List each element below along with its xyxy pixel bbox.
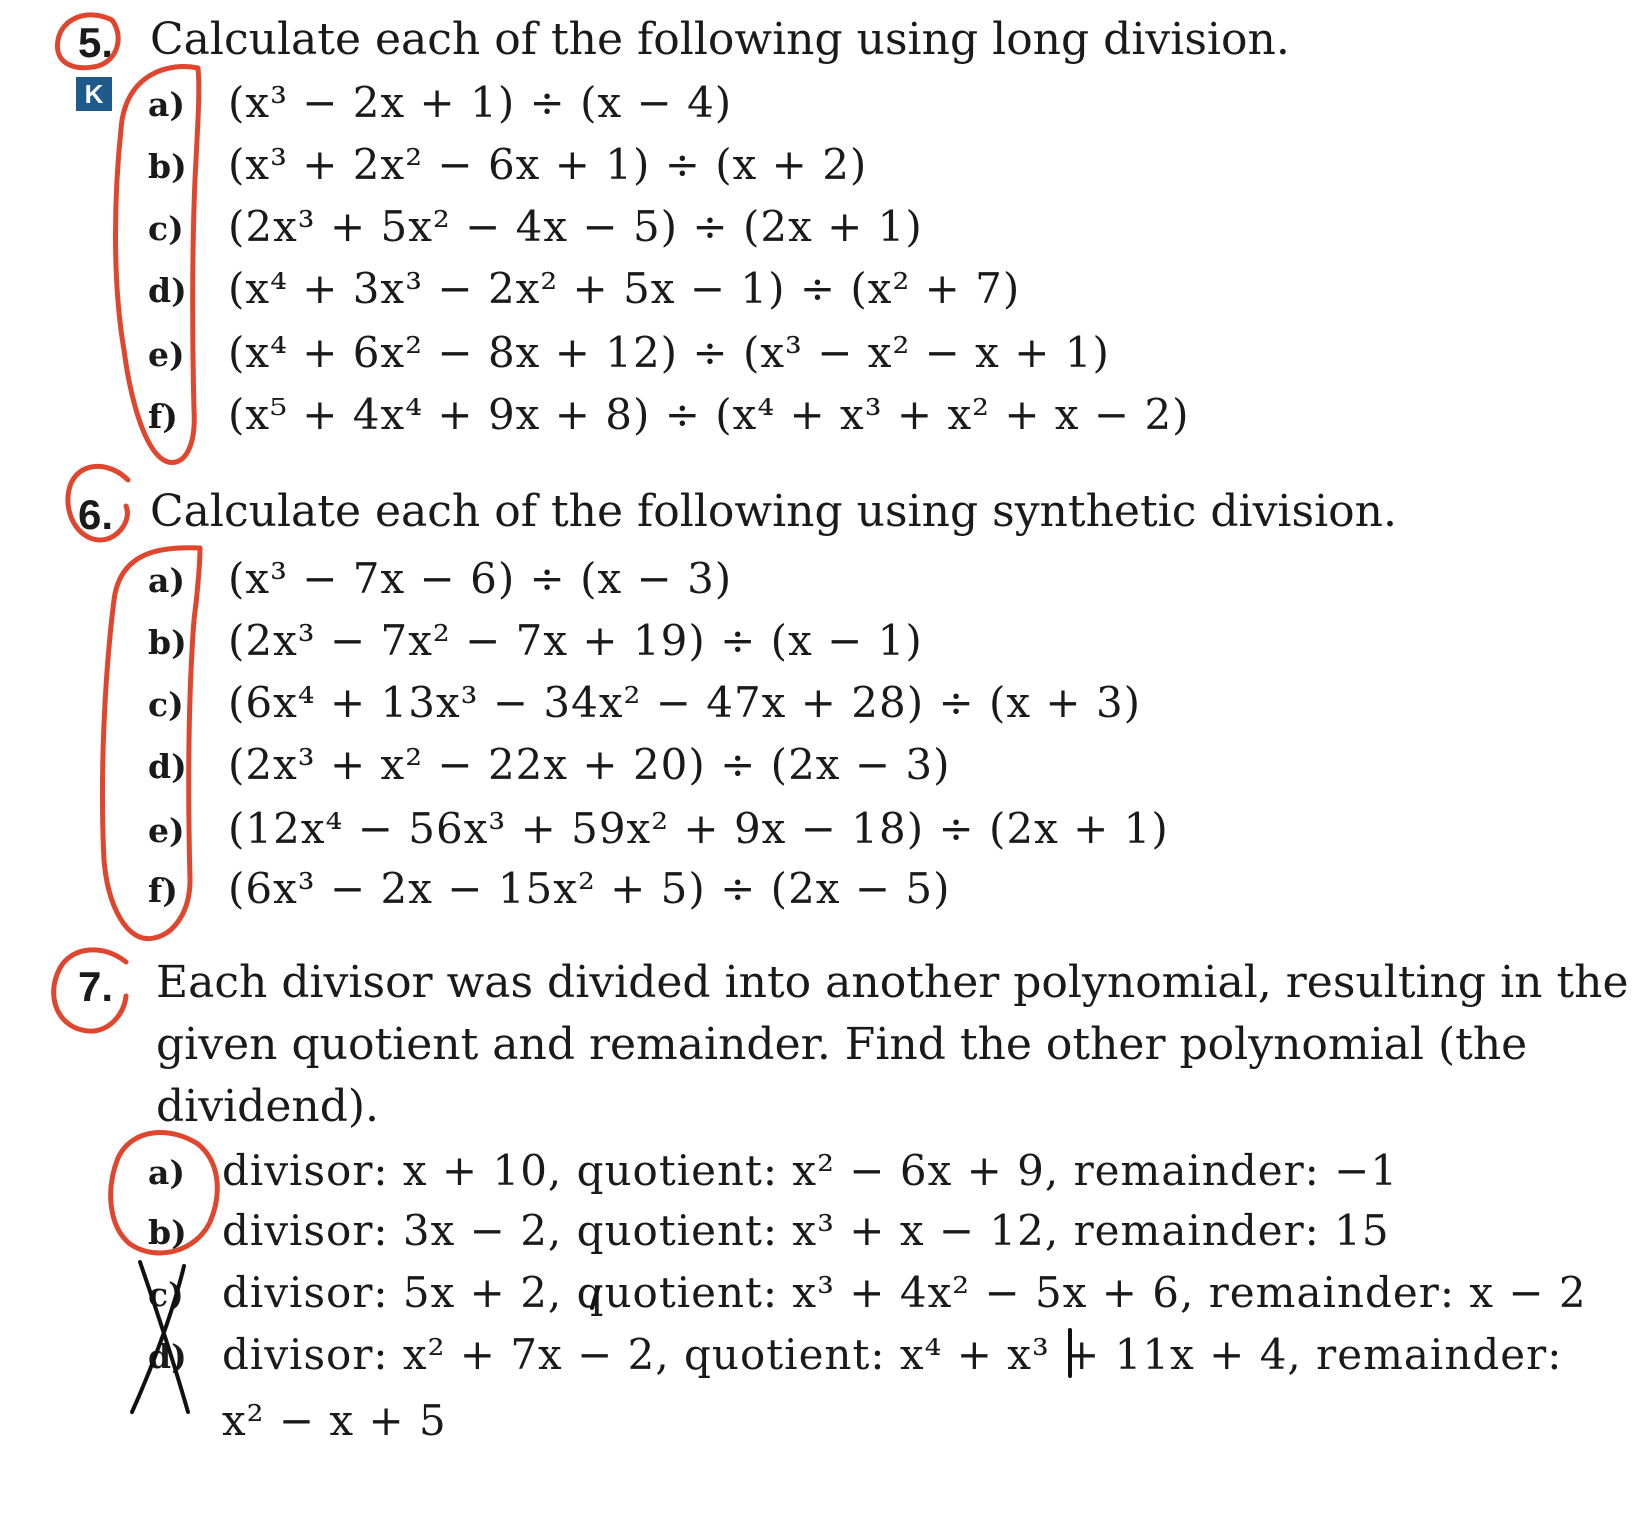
q7-item-c-label: c) xyxy=(148,1275,184,1314)
q6-item-b-label: b) xyxy=(148,623,187,662)
q5-item-d-label: d) xyxy=(148,271,187,310)
q6-item-c-expression: (6x⁴ + 13x³ − 34x² − 47x + 28) ÷ (x + 3) xyxy=(228,678,1142,727)
question-7-number: 7. xyxy=(78,963,114,1010)
q7-item-d-text: divisor: x² + 7x − 2, quotient: x⁴ + x³ + 11x + 4, remainder: xyxy=(222,1330,1563,1379)
q5-item-a-label: a) xyxy=(148,85,185,124)
question-7-prompt-line-1: Each divisor was divided into another polynomial, resulting in the xyxy=(156,957,1629,1008)
q6-item-d-expression: (2x³ + x² − 22x + 20) ÷ (2x − 3) xyxy=(228,740,951,789)
q6-item-a-label: a) xyxy=(148,561,185,600)
question-5-number: 5. xyxy=(78,19,114,66)
question-6-prompt: Calculate each of the following using synthetic division. xyxy=(150,486,1397,537)
q7-item-a-text: divisor: x + 10, quotient: x² − 6x + 9, remainder: −1 xyxy=(222,1146,1399,1195)
q6-item-f-expression: (6x³ − 2x − 15x² + 5) ÷ (2x − 5) xyxy=(228,864,951,913)
q5-item-d-expression: (x⁴ + 3x³ − 2x² + 5x − 1) ÷ (x² + 7) xyxy=(228,264,1021,313)
q7-item-d-remainder: x² − x + 5 xyxy=(222,1396,447,1445)
question-6-number: 6. xyxy=(78,491,114,538)
q5-item-e-expression: (x⁴ + 6x² − 8x + 12) ÷ (x³ − x² − x + 1) xyxy=(228,328,1110,377)
q7-item-d-label: d) xyxy=(148,1337,187,1376)
q6-item-a-expression: (x³ − 7x − 6) ÷ (x − 3) xyxy=(228,554,733,603)
q6-item-d-label: d) xyxy=(148,747,187,786)
q5-item-a-expression: (x³ − 2x + 1) ÷ (x − 4) xyxy=(228,78,733,127)
q5-item-f-label: f) xyxy=(148,397,178,436)
q6-item-b-expression: (2x³ − 7x² − 7x + 19) ÷ (x − 1) xyxy=(228,616,923,665)
q5-item-e-label: e) xyxy=(148,335,185,374)
q7-item-b-label: b) xyxy=(148,1213,187,1252)
question-5-prompt: Calculate each of the following using long division. xyxy=(150,14,1290,65)
q7-item-c-text: divisor: 5x + 2, quotient: x³ + 4x² − 5x + 6, remainder: x − 2 xyxy=(222,1268,1587,1317)
q6-item-f-label: f) xyxy=(148,871,178,910)
q5-item-b-expression: (x³ + 2x² − 6x + 1) ÷ (x + 2) xyxy=(228,140,868,189)
q6-item-e-expression: (12x⁴ − 56x³ + 59x² + 9x − 18) ÷ (2x + 1) xyxy=(228,804,1169,853)
question-7-prompt-line-3: dividend). xyxy=(156,1081,380,1132)
knowledge-badge: K xyxy=(76,77,112,111)
q7-item-a-label: a) xyxy=(148,1153,185,1192)
q7-item-b-text: divisor: 3x − 2, quotient: x³ + x − 12, remainder: 15 xyxy=(222,1206,1390,1255)
q6-item-c-label: c) xyxy=(148,685,184,724)
q5-item-b-label: b) xyxy=(148,147,187,186)
q5-item-c-expression: (2x³ + 5x² − 4x − 5) ÷ (2x + 1) xyxy=(228,202,923,251)
q5-item-f-expression: (x⁵ + 4x⁴ + 9x + 8) ÷ (x⁴ + x³ + x² + x − 2) xyxy=(228,390,1190,439)
q5-item-c-label: c) xyxy=(148,209,184,248)
question-7-prompt-line-2: given quotient and remainder. Find the other polynomial (the xyxy=(156,1019,1528,1070)
q6-item-e-label: e) xyxy=(148,811,185,850)
